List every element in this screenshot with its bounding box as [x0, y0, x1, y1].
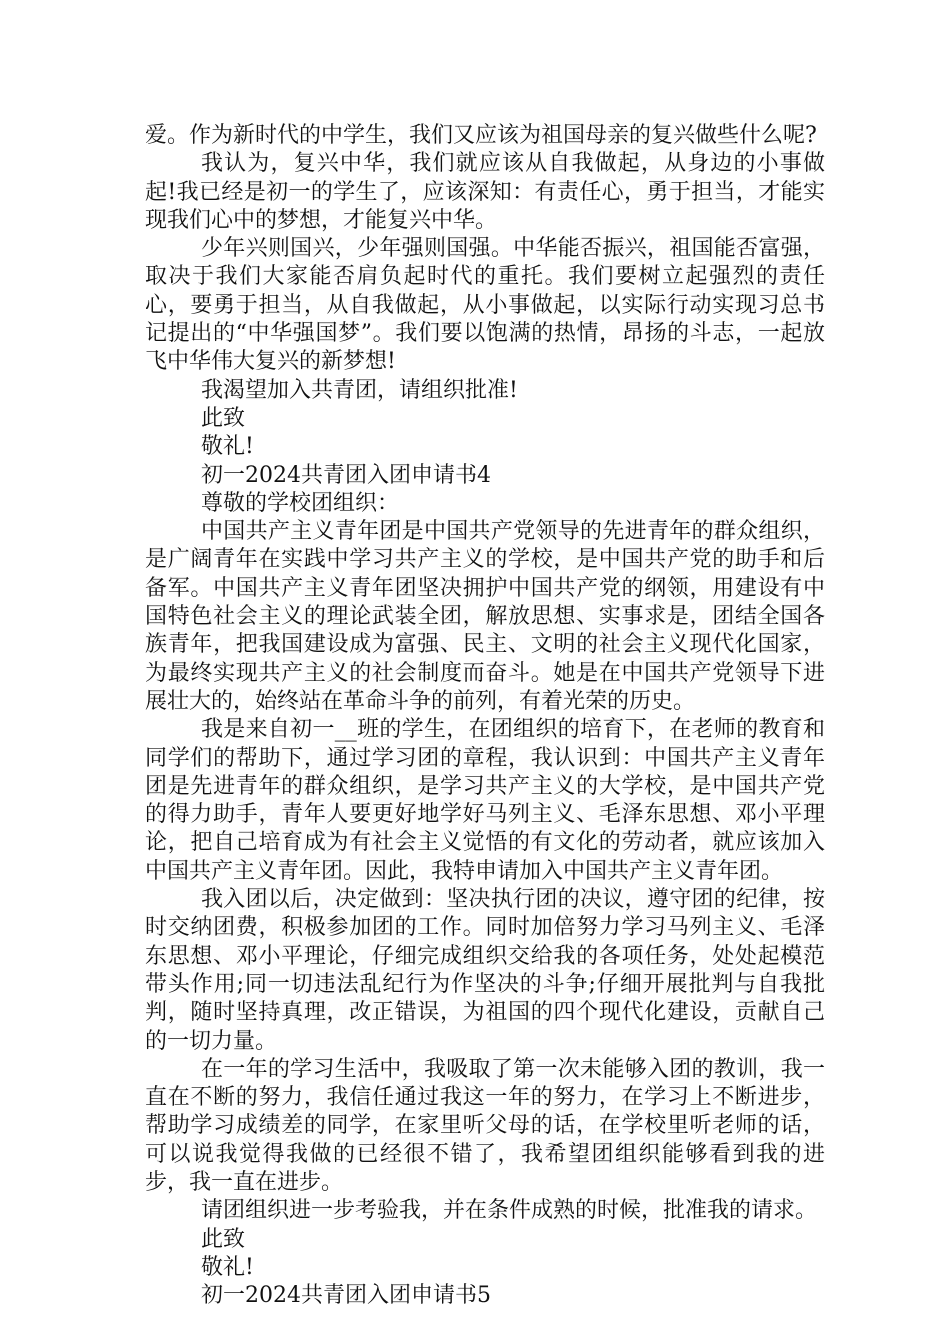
- paragraph-commitments: 我入团以后，决定做到：坚决执行团的决议，遵守团的纪律，按时交纳团费，积极参加团的工作。同时加倍努力学习马列主义、毛泽东思想、邓小平理论，仔细完成组织交给我的各项任务，处处起模范带头作用;同一切违法乱纪行为作坚决的斗争;仔细开展批判与自我批判，随时坚持真理，改正错误，为祖国的四个现代化建设，贡献自己的一切力量。: [145, 887, 825, 1054]
- document-page: [145, 122, 825, 1310]
- closing-cizhi-2: 此致: [201, 1226, 246, 1252]
- section-heading-5: 初一2024共青团入团申请书5: [201, 1283, 491, 1309]
- closing-jingli-2: 敬礼!: [201, 1254, 254, 1280]
- paragraph-year-reflection: 在一年的学习生活中，我吸取了第一次未能够入团的教训，我一直在不断的努力，我信任通过我这一年的努力，在学习上不断进步，帮助学习成绩差的同学，在家里听父母的话，在学校里听老师的话，可以说我觉得我做的已经很不错了，我希望团组织能够看到我的进步，我一直在进步。: [145, 1056, 825, 1195]
- paragraph-self-intro: 我是来自初一__班的学生，在团组织的培育下，在老师的教育和同学们的帮助下，通过学习团的章程，我认识到：中国共产主义青年团是先进青年的群众组织，是学习共产主义的大学校，是中国共产党的得力助手，青年人要更好地学好马列主义、毛泽东思想、邓小平理论，把自己培育成为有社会主义觉悟的有文化的劳动者，就应该加入中国共产主义青年团。因此，我特申请加入中国共产主义青年团。: [145, 717, 825, 884]
- paragraph-youth-strong: 少年兴则国兴，少年强则国强。中华能否振兴，祖国能否富强，取决于我们大家能否肩负起时代的重托。我们要树立起强烈的责任心，要勇于担当，从自我做起，从小事做起，以实际行动实现习总书记提出的“中华强国梦”。我们要以饱满的热情，昂扬的斗志，一起放飞中华伟大复兴的新梦想!: [145, 236, 825, 375]
- section-heading-4: 初一2024共青团入团申请书4: [201, 462, 491, 488]
- paragraph-request-approval: 我渴望加入共青团，请组织批准!: [201, 377, 518, 403]
- closing-cizhi: 此致: [201, 405, 246, 431]
- paragraph-final-request: 请团组织进一步考验我，并在条件成熟的时候，批准我的请求。: [201, 1198, 818, 1224]
- closing-jingli: 敬礼!: [201, 434, 254, 460]
- paragraph-start-from-self: 我认为，复兴中华，我们就应该从自我做起，从身边的小事做起!我已经是初一的学生了，应该深知：有责任心，勇于担当，才能实现我们心中的梦想，才能复兴中华。: [145, 151, 825, 233]
- salutation: 尊敬的学校团组织：: [201, 490, 400, 516]
- paragraph-league-intro: 中国共产主义青年团是中国共产党领导的先进青年的群众组织，是广阔青年在实践中学习共产主义的学校，是中国共产党的助手和后备军。中国共产主义青年团坚决拥护中国共产党的纲领，用建设有中国特色社会主义的理论武装全团，解放思想、实事求是，团结全国各族青年，把我国建设成为富强、民主、文明的社会主义现代化国家，为最终实现共产主义的社会制度而奋斗。她是在中国共产党领导下进展壮大的，始终站在革命斗争的前列，有着光荣的历史。: [145, 519, 825, 714]
- paragraph-intro-end: 爱。作为新时代的中学生，我们又应该为祖国母亲的复兴做些什么呢?: [145, 123, 817, 148]
